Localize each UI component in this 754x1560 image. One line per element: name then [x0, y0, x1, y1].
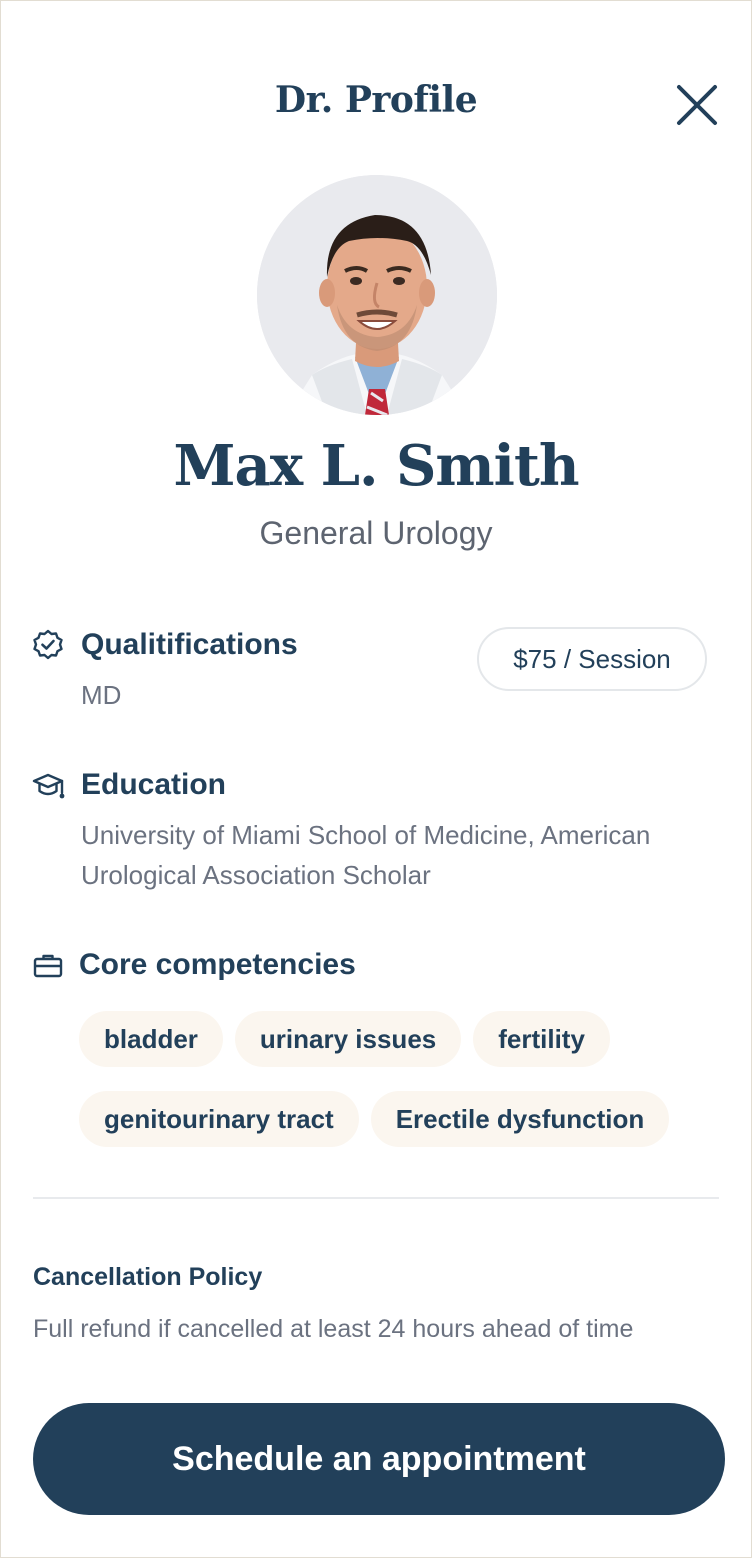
page-title: Dr. Profile [274, 79, 478, 121]
close-button[interactable] [667, 75, 727, 135]
briefcase-icon [31, 949, 65, 983]
doctor-avatar [257, 175, 497, 415]
cancellation-policy-title: Cancellation Policy [33, 1263, 263, 1291]
doctor-specialty: General Urology [259, 515, 493, 551]
verified-badge-icon [31, 628, 65, 662]
section-divider [33, 1197, 719, 1199]
education-text-line1: University of Miami School of Medicine, American [81, 820, 651, 850]
qualifications-heading: Qualitifications [81, 628, 298, 661]
qualifications-value: MD [81, 680, 122, 710]
competency-tags [79, 1011, 699, 1171]
competencies-heading: Core competencies [79, 948, 356, 981]
graduation-cap-icon [31, 769, 65, 803]
tag-fertility[interactable]: fertility [473, 1011, 610, 1067]
price-badge: $75 / Session [477, 627, 707, 691]
doctor-name: Max L. Smith [173, 433, 579, 499]
doctor-portrait [257, 175, 497, 415]
close-icon [667, 75, 727, 135]
tag-urinary-issues[interactable]: urinary issues [235, 1011, 461, 1067]
education-text-line2: Urological Association Scholar [81, 860, 431, 890]
tag-genitourinary-tract[interactable]: genitourinary tract [79, 1091, 359, 1147]
education-heading: Education [81, 768, 227, 801]
schedule-appointment-button[interactable]: Schedule an appointment [33, 1403, 725, 1515]
cancellation-policy-text: Full refund if cancelled at least 24 hours ahead of time [33, 1315, 634, 1343]
tag-erectile-dysfunction[interactable]: Erectile dysfunction [371, 1091, 670, 1147]
tag-bladder[interactable]: bladder [79, 1011, 223, 1067]
